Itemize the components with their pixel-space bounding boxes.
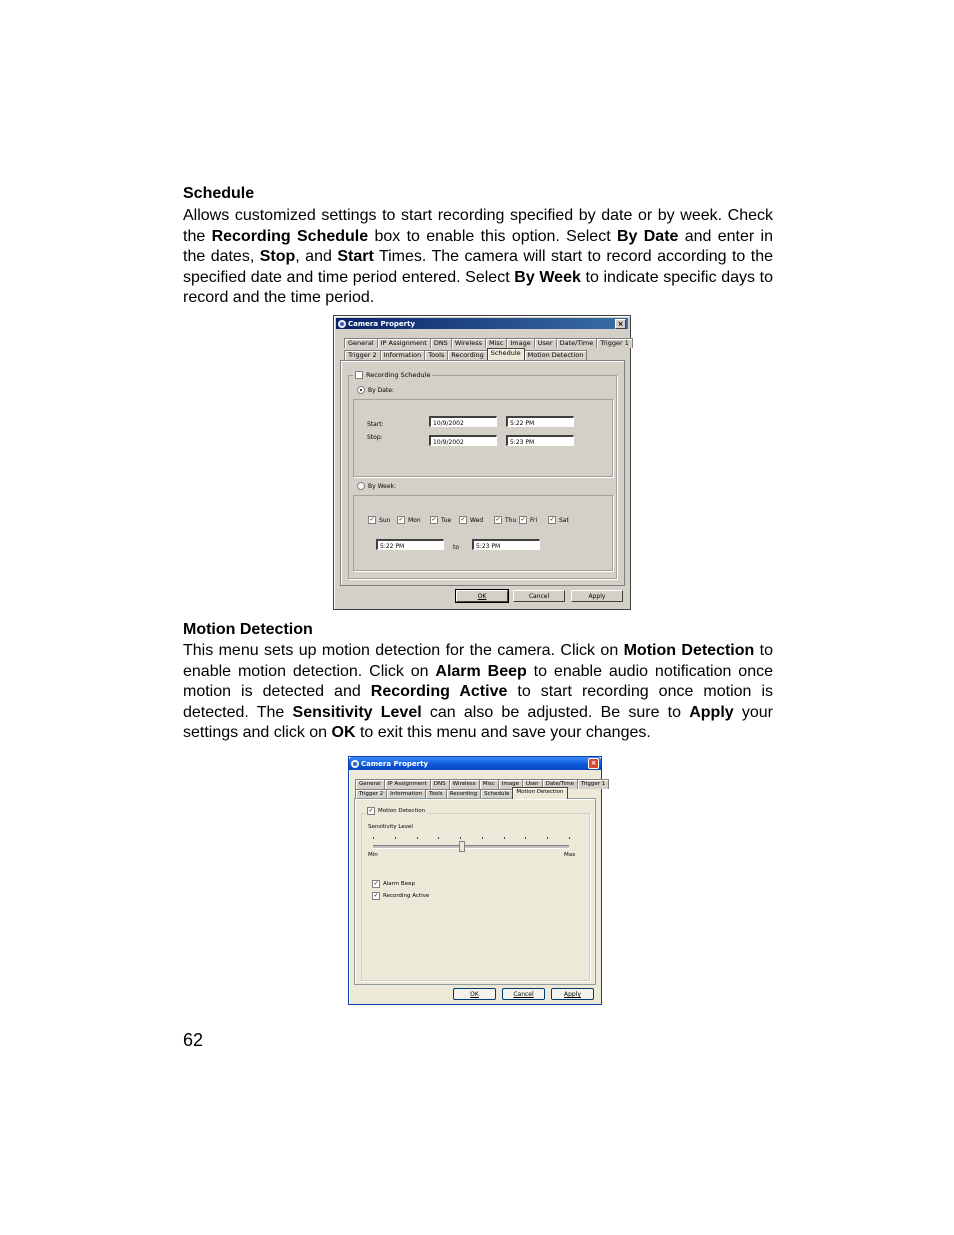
day-checkbox-mon[interactable] (397, 516, 421, 524)
text-run: can also be adjusted. Be sure to (421, 703, 690, 721)
cancel-button-label: Cancel (513, 991, 534, 998)
recording-active-label: Recording Active (383, 893, 430, 899)
day-label: Tue (441, 516, 452, 524)
day-check-icon: ✓ (369, 516, 375, 523)
bold-term: Alarm Beep (435, 662, 527, 680)
by-week-group (353, 495, 613, 571)
slider-tick (569, 837, 570, 839)
cancel-button-label: Cancel (528, 593, 550, 600)
min-label: Min (368, 852, 378, 858)
bold-term: By Date (616, 227, 679, 245)
schedule-heading: Schedule (183, 185, 255, 202)
tab-trigger-1[interactable]: Trigger 1 (577, 779, 609, 789)
tab-row-1 (355, 779, 608, 789)
tab-row-1 (344, 338, 632, 348)
cancel-button[interactable] (513, 590, 565, 602)
motion-detection-check-icon: ✓ (368, 807, 374, 814)
sensitivity-track (373, 845, 569, 849)
tab-image[interactable]: Image (506, 338, 534, 348)
motion-tab-panel (354, 798, 596, 985)
day-checkbox-sat[interactable] (548, 516, 569, 524)
tab-motion-detection[interactable]: Motion Detection (524, 350, 588, 360)
bold-term: Recording Active (370, 683, 508, 701)
day-check-icon: ✓ (495, 516, 501, 523)
text-run: to indicate specific days to record and the time period. (183, 268, 774, 307)
recording-active-checkbox[interactable] (372, 892, 429, 900)
dialog-title-bar (349, 757, 601, 770)
day-checkbox-fri[interactable] (519, 516, 537, 524)
by-week-radio[interactable] (357, 482, 396, 490)
tab-date-time[interactable]: Date/Time (542, 779, 578, 789)
slider-tick (482, 837, 483, 839)
day-checkbox-wed[interactable] (459, 516, 483, 524)
by-week-label: By Week: (368, 482, 397, 490)
slider-tick (504, 837, 505, 839)
tab-tools[interactable]: Tools (425, 789, 447, 799)
day-check-icon: ✓ (431, 516, 437, 523)
day-check-icon: ✓ (520, 516, 526, 523)
start-time-field[interactable]: 5:22 PM (506, 416, 574, 427)
by-date-radio-icon (357, 386, 365, 394)
alarm-beep-label: Alarm Beep (383, 881, 415, 887)
slider-tick (395, 837, 396, 839)
alarm-beep-check-icon: ✓ (373, 880, 379, 887)
bold-term: Start (337, 248, 374, 266)
sensitivity-label: Sensitivity Level (368, 824, 413, 830)
start-label: Start: (367, 421, 384, 428)
text-run: Times. The camera will start to record according to the specified date and time period entered. Select (183, 248, 774, 286)
recording-schedule-label: Recording Schedule (366, 371, 431, 379)
tab-misc[interactable]: Misc (485, 338, 507, 348)
bold-term: Stop (259, 248, 296, 266)
camera-app-icon (338, 320, 346, 328)
page-number: 62 (183, 1030, 204, 1050)
schedule-tab-panel (340, 360, 625, 586)
slider-tick (438, 837, 439, 839)
by-week-radio-icon (357, 482, 365, 490)
tab-schedule[interactable]: Schedule (487, 348, 525, 360)
week-from-time-field[interactable]: 5:22 PM (376, 539, 444, 550)
day-label: Wed (470, 516, 484, 524)
start-date-field[interactable]: 10/9/2002 (429, 416, 497, 427)
day-checkbox-tue[interactable] (430, 516, 451, 524)
sensitivity-slider-thumb[interactable] (459, 841, 465, 852)
slider-tick (460, 837, 461, 839)
apply-button[interactable] (571, 590, 623, 602)
tab-misc[interactable]: Misc (479, 779, 499, 789)
day-label: Thu (505, 516, 517, 524)
tab-motion-detection[interactable]: Motion Detection (512, 787, 567, 799)
apply-button[interactable] (551, 988, 594, 1000)
day-label: Sat (559, 516, 569, 524)
tab-ip-assignment[interactable]: IP Assignment (384, 779, 431, 789)
slider-tick (547, 837, 548, 839)
schedule-dialog (333, 315, 631, 610)
tab-ip-assignment[interactable]: IP Assignment (377, 338, 431, 348)
ok-button-label: OK (477, 593, 487, 600)
by-date-label: By Date: (368, 386, 394, 394)
motion-detection-label: Motion Detection (378, 808, 426, 814)
tab-image[interactable]: Image (498, 779, 523, 789)
tab-recording[interactable]: Recording (447, 350, 488, 360)
day-label: Mon (408, 516, 421, 524)
tab-information[interactable]: Information (380, 350, 426, 360)
day-label: Fri (530, 516, 538, 524)
bold-term: Apply (689, 703, 734, 721)
day-check-icon: ✓ (549, 516, 555, 523)
slider-tick (525, 837, 526, 839)
slider-tick (417, 837, 418, 839)
text-run: to start recording once motion is detected. The (183, 683, 774, 721)
cancel-button[interactable] (502, 988, 545, 1000)
slider-tick (373, 837, 374, 839)
tab-general[interactable]: General (355, 779, 385, 789)
text-run: to enable audio notification once motion is detected and (183, 662, 773, 701)
text-run: , and (295, 248, 338, 266)
motion-heading: Motion Detection (183, 621, 313, 638)
dialog-title-bar (336, 318, 628, 329)
bold-term: Recording Schedule (211, 227, 369, 245)
apply-button-label: Apply (564, 991, 581, 998)
day-check-icon: ✓ (398, 516, 404, 523)
recording-schedule-check-icon (355, 371, 363, 379)
recording-active-check-icon: ✓ (373, 892, 379, 899)
tab-schedule[interactable]: Schedule (480, 789, 513, 799)
dialog-title: Camera Property (348, 319, 416, 328)
ok-button-label: OK (470, 991, 479, 998)
close-icon[interactable]: × (588, 758, 599, 769)
day-checkbox-sun[interactable] (368, 516, 390, 524)
motion-paragraph (183, 641, 773, 744)
text-run: box to enable this option. Select (368, 227, 617, 245)
tab-user[interactable]: User (522, 779, 543, 789)
apply-button-label: Apply (588, 593, 606, 600)
tab-tools[interactable]: Tools (424, 350, 448, 360)
text-run: to exit this menu and save your changes. (355, 724, 651, 742)
text-run: This menu sets up motion detection for the camera. Click on (183, 642, 624, 659)
stop-date-field[interactable]: 10/9/2002 (429, 435, 497, 446)
bold-term: By Week (514, 268, 581, 286)
tab-wireless[interactable]: Wireless (449, 779, 480, 789)
stop-time-field[interactable]: 5:23 PM (506, 435, 574, 446)
tab-trigger-2[interactable]: Trigger 2 (355, 789, 387, 799)
week-to-time-field[interactable]: 5:23 PM (472, 539, 540, 550)
text-run: Allows customized settings to start recording specified by date or by week. Check the (183, 207, 773, 245)
close-icon[interactable]: × (615, 319, 626, 329)
day-check-icon: ✓ (460, 516, 466, 523)
tab-trigger-1[interactable]: Trigger 1 (596, 338, 633, 348)
day-label: Sun (379, 516, 391, 524)
dialog-title: Camera Property (361, 759, 429, 768)
text-run: to enable motion detection. Click on (183, 642, 774, 680)
ok-button[interactable] (456, 590, 508, 602)
recording-schedule-checkbox[interactable] (353, 371, 432, 379)
text-run: your settings and click on (183, 703, 773, 742)
schedule-paragraph (183, 206, 773, 309)
tab-wireless[interactable]: Wireless (451, 338, 486, 348)
ok-button[interactable] (453, 988, 496, 1000)
by-date-radio[interactable] (357, 386, 394, 394)
motion-dialog (348, 756, 606, 1005)
bold-term: Sensitivity Level (292, 703, 422, 721)
tab-dns[interactable]: DNS (430, 338, 452, 348)
week-to-label: to (453, 544, 460, 551)
tab-recording[interactable]: Recording (446, 789, 482, 799)
camera-app-icon (351, 760, 359, 768)
tab-date-time[interactable]: Date/Time (556, 338, 598, 348)
tab-information[interactable]: Information (386, 789, 426, 799)
stop-label: Stop: (367, 434, 383, 441)
motion-detection-checkbox[interactable] (365, 807, 427, 815)
tab-user[interactable]: User (534, 338, 557, 348)
bold-term: OK (331, 724, 356, 742)
text-run: and enter in the dates, (183, 227, 773, 266)
tab-trigger-2[interactable]: Trigger 2 (344, 350, 381, 360)
day-checkbox-thu[interactable] (494, 516, 516, 524)
tab-general[interactable]: General (344, 338, 378, 348)
alarm-beep-checkbox[interactable] (372, 880, 415, 888)
tab-dns[interactable]: DNS (430, 779, 450, 789)
bold-term: Motion Detection (623, 642, 755, 659)
max-label: Max (564, 852, 576, 858)
